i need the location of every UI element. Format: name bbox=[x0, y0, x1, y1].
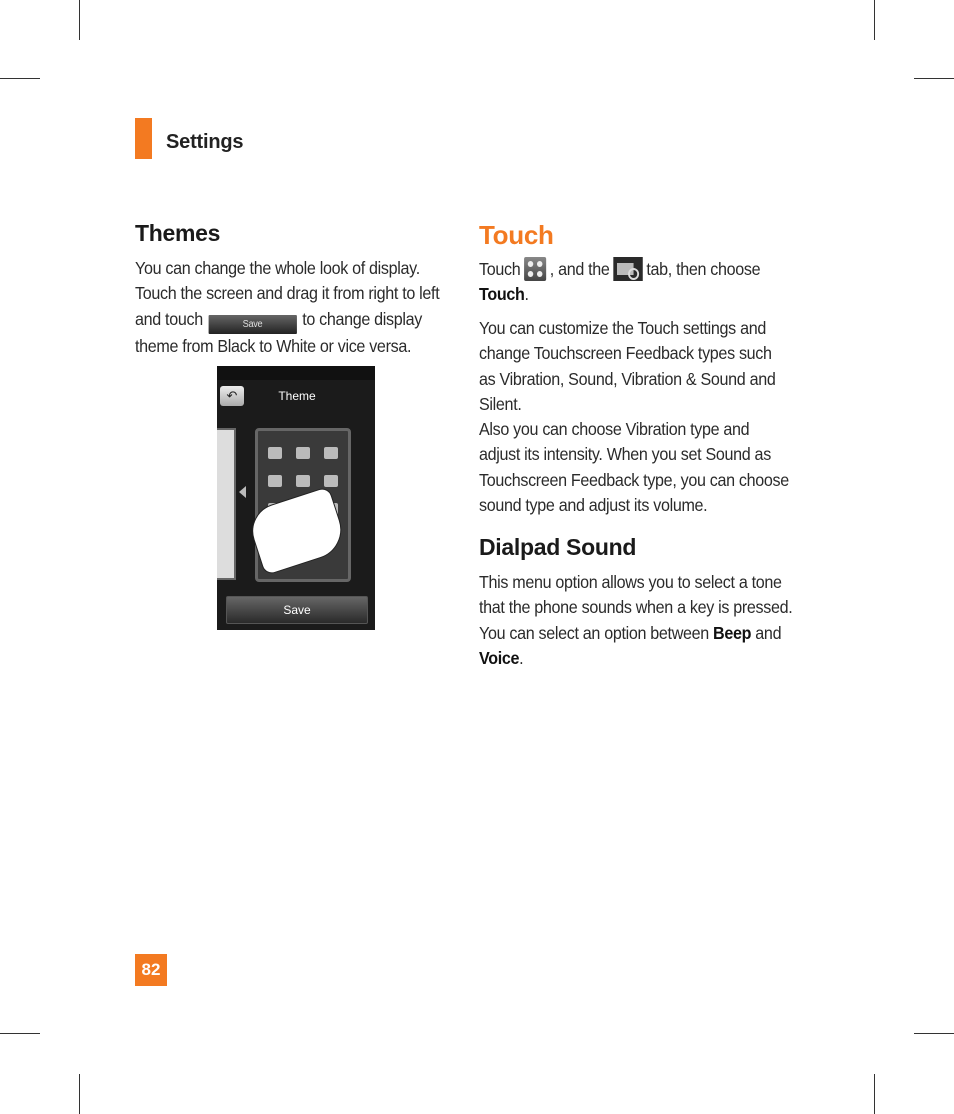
themes-body bbox=[135, 256, 448, 359]
crop-mark bbox=[79, 0, 80, 40]
dialpad-line: Voice. bbox=[479, 647, 524, 668]
section-title: Settings bbox=[166, 131, 244, 153]
touch-line: Touch. bbox=[479, 284, 529, 305]
section-accent-bar bbox=[135, 118, 152, 159]
dialpad-line: that the phone sounds when a key is pressed. bbox=[479, 597, 793, 618]
themes-line: Touch the screen and drag it from right to left bbox=[135, 283, 440, 304]
app-icon bbox=[268, 447, 282, 459]
touch-body bbox=[479, 316, 801, 518]
phone-status-bar bbox=[217, 366, 375, 380]
phone-title: Theme bbox=[278, 389, 316, 403]
touch-line: change Touchscreen Feedback types such bbox=[479, 343, 772, 364]
settings-tab-icon bbox=[613, 257, 642, 281]
touch-line: sound type and adjust its volume. bbox=[479, 495, 708, 516]
touch-line: Touchscreen Feedback type, you can choose bbox=[479, 469, 789, 490]
touch-line: Silent. bbox=[479, 393, 522, 414]
dialpad-body bbox=[479, 570, 801, 671]
touch-line: as Vibration, Sound, Vibration & Sound and bbox=[479, 368, 776, 389]
touch-line: Touch , and the tab, then choose bbox=[479, 259, 761, 279]
crop-mark bbox=[0, 78, 40, 79]
save-button-inline: Save bbox=[208, 315, 296, 334]
touch-intro bbox=[479, 257, 801, 308]
themes-line: theme from Black to White or vice versa. bbox=[135, 335, 412, 356]
menu-grid-icon bbox=[524, 257, 546, 281]
themes-heading: Themes bbox=[135, 220, 221, 246]
crop-mark bbox=[914, 1033, 954, 1034]
touch-heading: Touch bbox=[479, 220, 554, 250]
touch-line: You can customize the Touch settings and bbox=[479, 318, 766, 338]
left-arrow-icon bbox=[239, 486, 246, 498]
touch-line: Also you can choose Vibration type and bbox=[479, 419, 750, 440]
crop-mark bbox=[874, 0, 875, 40]
app-icon bbox=[296, 447, 310, 459]
page-number: 82 bbox=[135, 954, 167, 986]
themes-line: You can change the whole look of display. bbox=[135, 258, 420, 278]
app-icon bbox=[296, 475, 310, 487]
theme-preview-white bbox=[217, 428, 236, 580]
back-icon: ↶ bbox=[220, 386, 244, 406]
app-icon bbox=[324, 447, 338, 459]
crop-mark bbox=[914, 78, 954, 79]
touch-line: adjust its intensity. When you set Sound as bbox=[479, 444, 771, 465]
crop-mark bbox=[0, 1033, 40, 1034]
app-icon bbox=[268, 475, 282, 487]
dialpad-heading: Dialpad Sound bbox=[479, 534, 637, 560]
crop-mark bbox=[874, 1074, 875, 1114]
dialpad-line: This menu option allows you to select a tone bbox=[479, 572, 782, 592]
phone-screenshot bbox=[217, 366, 375, 630]
dialpad-line: You can select an option between Beep and bbox=[479, 622, 782, 643]
app-icon bbox=[324, 475, 338, 487]
crop-mark bbox=[79, 1074, 80, 1114]
phone-save-button: Save bbox=[226, 596, 368, 624]
themes-line: and touch Save to change display bbox=[135, 307, 448, 334]
